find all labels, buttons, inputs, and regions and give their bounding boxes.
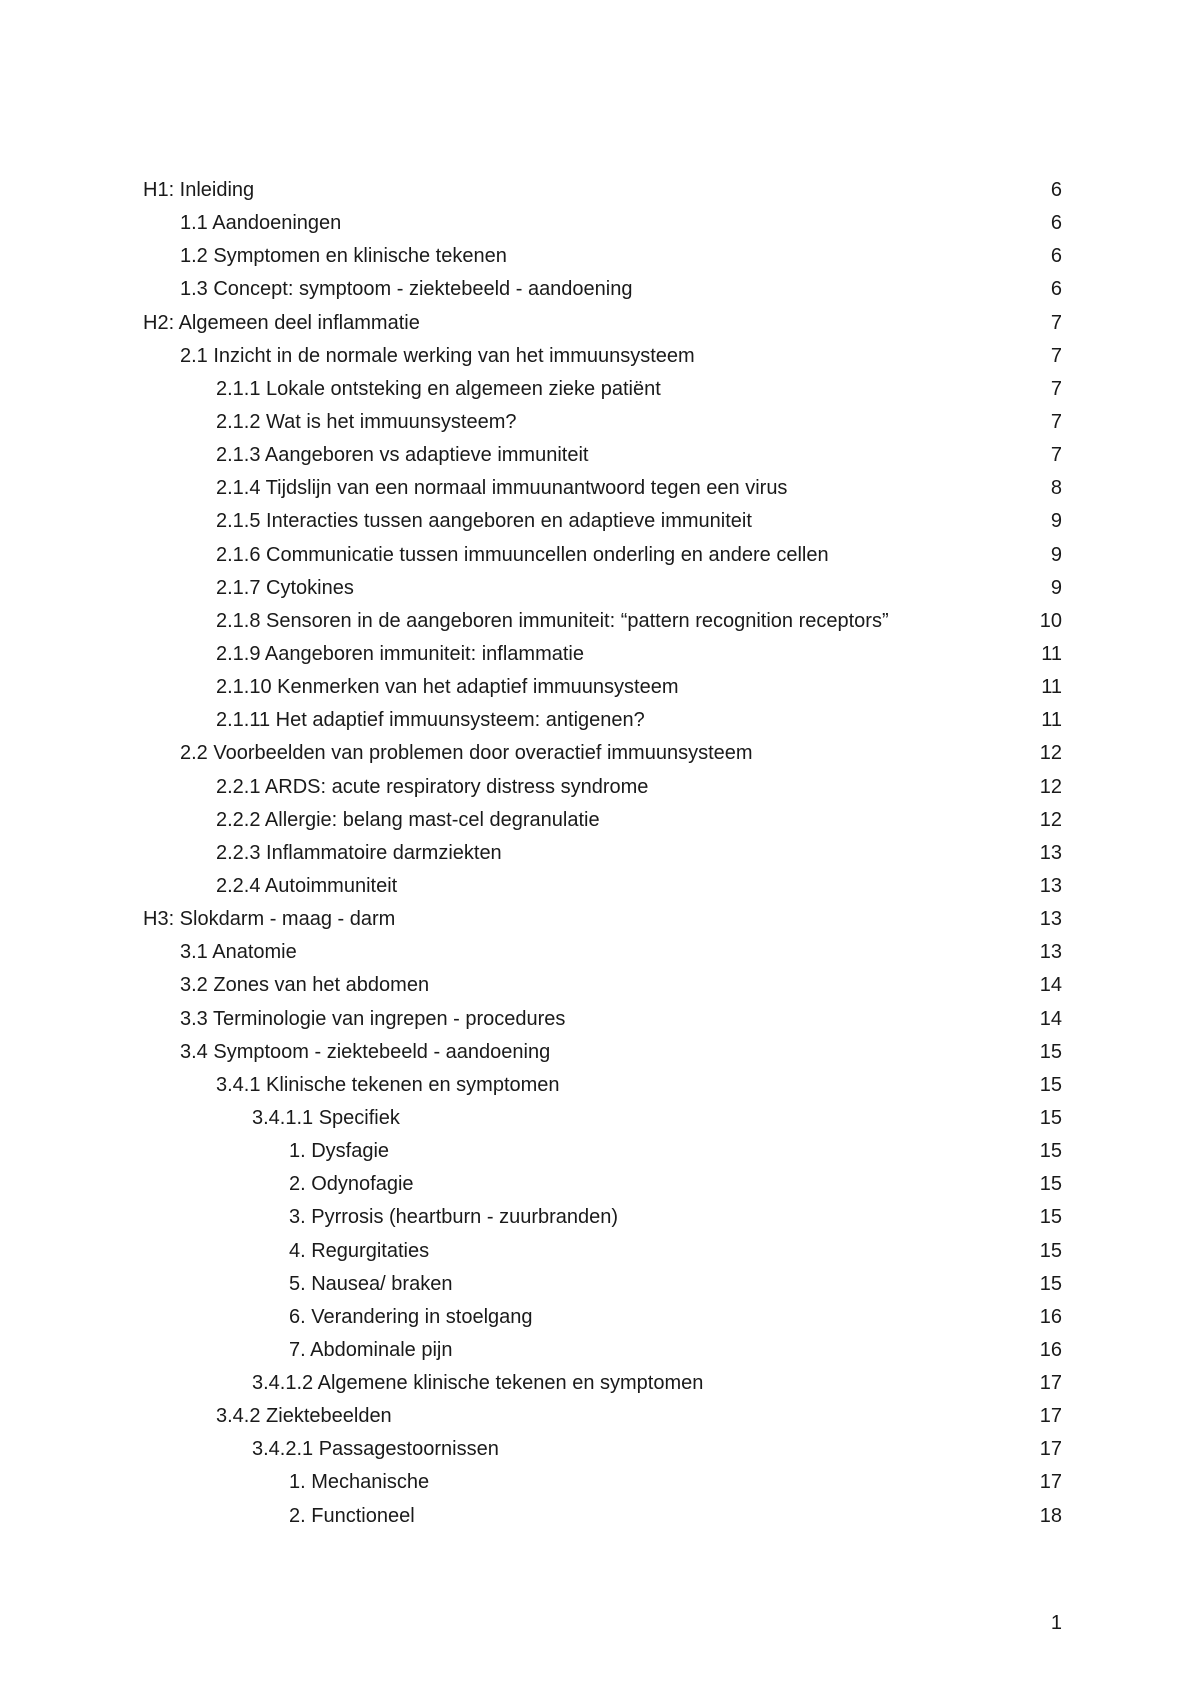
toc-entry-title: 3.2 Zones van het abdomen [180,974,430,997]
toc-entry-title: 7. Abdominale pijn [289,1338,453,1361]
toc-entry[interactable] [0,1367,1200,1400]
toc-entry-page: 12 [1039,742,1062,765]
toc-entry-title: 2.2.1 ARDS: acute respiratory distress syndrome [216,775,649,798]
toc-entry-title: 2.2.2 Allergie: belang mast-cel degranulatie [216,808,600,831]
toc-entry[interactable] [0,340,1200,373]
toc-entry-title: 2.1.9 Aangeboren immuniteit: inflammatie [216,642,584,665]
toc-entry-title: 2.1.5 Interacties tussen aangeboren en adaptieve immuniteit [216,510,752,533]
toc-entry-page: 7 [1050,410,1062,433]
toc-entry[interactable] [0,1400,1200,1433]
toc-entry-title: 2.1.2 Wat is het immuunsysteem? [216,410,517,433]
toc-entry-page: 15 [1039,1173,1062,1196]
toc-entry[interactable] [0,704,1200,737]
toc-entry-page: 17 [1039,1372,1062,1395]
toc-entry-title: 2.2 Voorbeelden van problemen door overactief immuunsysteem [180,742,753,765]
toc-entry-title: 2. Odynofagie [289,1173,414,1196]
toc-entry[interactable] [0,373,1200,406]
toc-entry-title: 2.1.3 Aangeboren vs adaptieve immuniteit [216,444,589,467]
toc-entry-page: 6 [1050,179,1062,201]
toc-entry[interactable] [0,1334,1200,1367]
toc-entry[interactable] [0,771,1200,804]
toc-entry-page: 8 [1050,477,1062,500]
toc-entry[interactable] [0,240,1200,273]
toc-entry-page: 15 [1039,1206,1062,1229]
toc-entry-page: 14 [1039,974,1062,997]
toc-entry-page: 9 [1050,576,1062,599]
toc-entry[interactable] [0,1069,1200,1102]
toc-entry-page: 9 [1050,510,1062,533]
toc-entry-title: H3: Slokdarm - maag - darm [143,908,396,931]
toc-entry-page: 9 [1050,543,1062,566]
toc-entry[interactable] [0,1268,1200,1301]
toc-entry-page: 6 [1050,278,1062,301]
toc-entry[interactable] [0,903,1200,936]
toc-entry-title: 4. Regurgitaties [289,1239,430,1262]
toc-entry[interactable] [0,969,1200,1002]
toc-entry[interactable] [0,307,1200,340]
toc-entry[interactable] [0,605,1200,638]
toc-entry-page: 7 [1050,444,1062,467]
toc-entry-title: 2.2.4 Autoimmuniteit [216,874,398,897]
toc-entry-page: 7 [1050,377,1062,400]
toc-entry-page: 16 [1039,1305,1062,1328]
toc-entry-page: 15 [1039,1239,1062,1262]
toc-entry[interactable] [0,1301,1200,1334]
toc-entry-title: 6. Verandering in stoelgang [289,1305,533,1328]
toc-entry-title: H2: Algemeen deel inflammatie [143,311,420,334]
toc-entry[interactable] [0,870,1200,903]
toc-entry-title: 2.1 Inzicht in de normale werking van het immuunsysteem [180,344,695,367]
toc-entry[interactable] [0,1201,1200,1234]
toc-entry-page: 15 [1039,1106,1062,1129]
toc-entry-page: 11 [1041,642,1062,665]
toc-entry[interactable] [0,505,1200,538]
toc-entry[interactable] [0,1135,1200,1168]
toc-entry-title: 2.1.6 Communicatie tussen immuuncellen onderling en andere cellen [216,543,829,566]
toc-entry-title: 2.1.4 Tijdslijn van een normaal immuunantwoord tegen een virus [216,477,788,500]
toc-entry[interactable] [0,174,1200,207]
toc-entry-title: 3. Pyrrosis (heartburn - zuurbranden) [289,1206,619,1229]
toc-entry-title: 3.4.1.2 Algemene klinische tekenen en symptomen [252,1372,704,1395]
table-of-contents [0,174,1200,1533]
toc-entry[interactable] [0,1102,1200,1135]
toc-entry-page: 13 [1039,941,1062,964]
toc-entry-page: 14 [1039,1007,1062,1030]
toc-entry[interactable] [0,737,1200,770]
page-number: 1 [1050,1612,1062,1634]
toc-entry[interactable] [0,572,1200,605]
toc-entry-title: 2.1.1 Lokale ontsteking en algemeen zieke patiënt [216,377,661,400]
toc-entry-page: 11 [1041,676,1062,699]
toc-entry-title: 1. Mechanische [289,1471,430,1494]
toc-entry[interactable] [0,1433,1200,1466]
toc-entry-page: 6 [1050,245,1062,268]
toc-entry-title: 3.4.2 Ziektebeelden [216,1405,392,1428]
toc-entry-title: 1. Dysfagie [289,1140,390,1163]
toc-entry-title: 1.2 Symptomen en klinische tekenen [180,245,507,268]
toc-entry-page: 10 [1039,609,1062,632]
toc-entry-title: 1.1 Aandoeningen [180,212,342,235]
toc-entry-page: 13 [1039,841,1062,864]
toc-entry-page: 7 [1050,311,1062,334]
toc-entry-page: 13 [1039,874,1062,897]
toc-entry[interactable] [0,439,1200,472]
toc-entry-title: 3.4 Symptoom - ziektebeeld - aandoening [180,1040,551,1063]
toc-entry-page: 7 [1050,344,1062,367]
toc-entry[interactable] [0,1168,1200,1201]
toc-entry[interactable] [0,273,1200,306]
toc-entry-title: 3.1 Anatomie [180,941,297,964]
toc-entry-title: 2.1.10 Kenmerken van het adaptief immuunsysteem [216,676,679,699]
toc-entry-title: 3.4.1.1 Specifiek [252,1106,400,1129]
toc-entry[interactable] [0,472,1200,505]
toc-entry[interactable] [0,406,1200,439]
toc-entry-title: 2.1.11 Het adaptief immuunsysteem: antigenen? [216,709,645,732]
toc-entry-page: 17 [1039,1471,1062,1494]
toc-entry-title: H1: Inleiding [143,179,255,201]
toc-entry[interactable] [0,837,1200,870]
toc-entry[interactable] [0,207,1200,240]
toc-entry[interactable] [0,1003,1200,1036]
toc-entry-title: 3.4.2.1 Passagestoornissen [252,1438,499,1461]
toc-entry-page: 12 [1039,808,1062,831]
toc-entry-page: 15 [1039,1073,1062,1096]
toc-entry-page: 6 [1050,212,1062,235]
toc-entry-page: 18 [1039,1504,1062,1527]
toc-entry-title: 3.4.1 Klinische tekenen en symptomen [216,1073,560,1096]
toc-entry-page: 16 [1039,1338,1062,1361]
toc-entry-title: 2.2.3 Inflammatoire darmziekten [216,841,502,864]
toc-entry[interactable] [0,671,1200,704]
toc-entry-title: 1.3 Concept: symptoom - ziektebeeld - aandoening [180,278,633,301]
toc-entry[interactable] [0,1466,1200,1499]
toc-entry-page: 17 [1039,1405,1062,1428]
toc-entry-page: 17 [1039,1438,1062,1461]
toc-entry[interactable] [0,1036,1200,1069]
toc-entry-page: 15 [1039,1140,1062,1163]
toc-entry-page: 11 [1041,709,1062,732]
toc-entry-title: 3.3 Terminologie van ingrepen - procedures [180,1007,566,1030]
toc-entry-page: 15 [1039,1040,1062,1063]
toc-entry-title: 2. Functioneel [289,1504,415,1527]
toc-entry[interactable] [0,936,1200,969]
toc-entry-title: 2.1.8 Sensoren in de aangeboren immuniteit: “pattern recognition receptors” [216,609,889,632]
toc-entry-page: 15 [1039,1272,1062,1295]
toc-entry[interactable] [0,539,1200,572]
toc-entry-page: 12 [1039,775,1062,798]
toc-entry[interactable] [0,804,1200,837]
toc-entry-title: 2.1.7 Cytokines [216,576,354,599]
toc-entry[interactable] [0,1235,1200,1268]
toc-entry[interactable] [0,1500,1200,1533]
toc-entry-title: 5. Nausea/ braken [289,1272,453,1295]
toc-entry-page: 13 [1039,908,1062,931]
toc-entry[interactable] [0,638,1200,671]
